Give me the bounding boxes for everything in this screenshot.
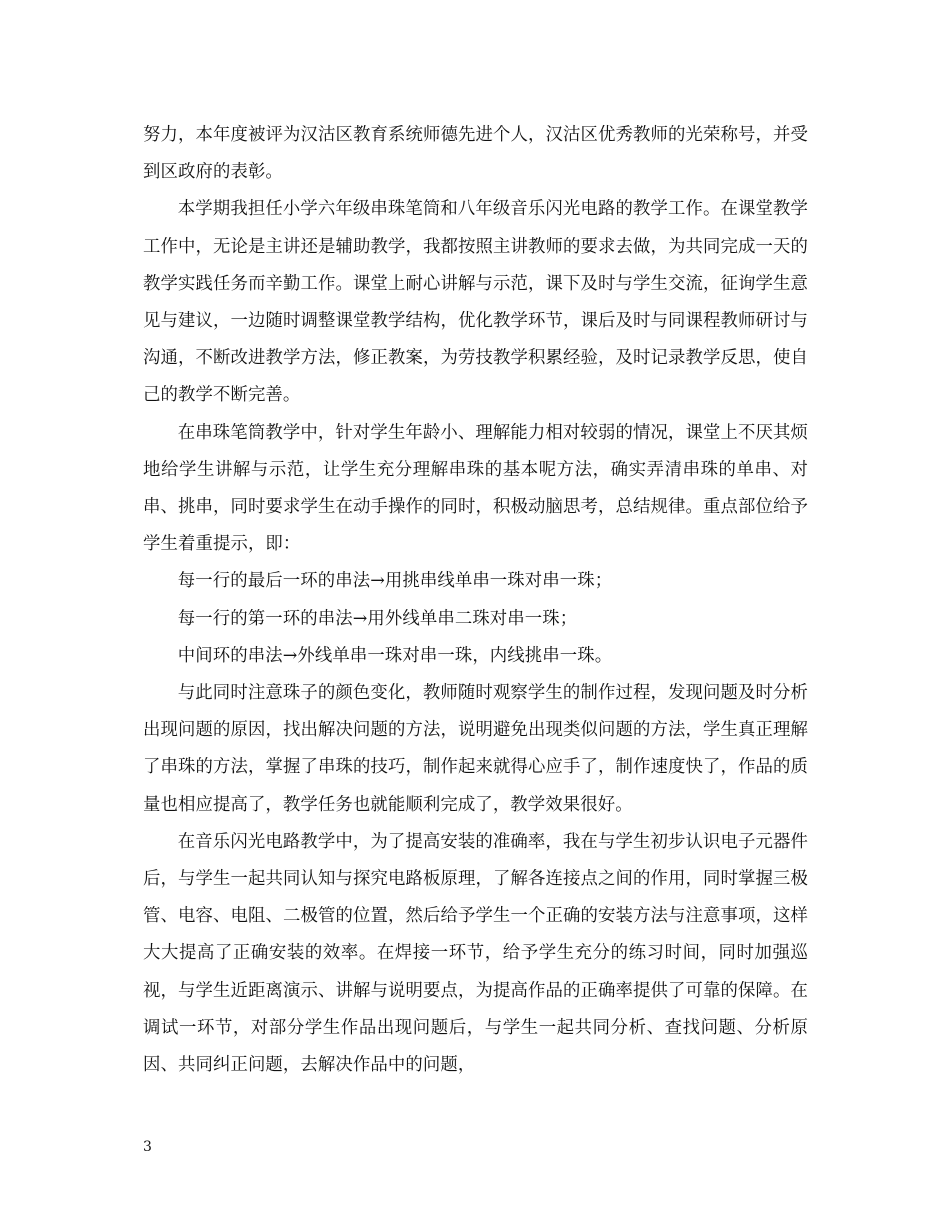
- paragraph-3: 在串珠笔筒教学中，针对学生年龄小、理解能力相对较弱的情况，课堂上不厌其烦地给学生讲解与示范，让学生充分理解串珠的基本呢方法，确实弄清串珠的单串、对串、挑串，同时要求学生在动手操作的同时，积极动脑思考，总结规律。重点部位给予学生着重提示，即：: [143, 422, 808, 555]
- document-body: [143, 117, 808, 1084]
- paragraph-1: 努力，本年度被评为汉沽区教育系统师德先进个人，汉沽区优秀教师的光荣称号，并受到区政府的表彰。: [143, 125, 808, 183]
- paragraph-7: 与此同时注意珠子的颜色变化，教师随时观察学生的制作过程，发现问题及时分析出现问题的原因，找出解决问题的方法，说明避免出现类似问题的方法，学生真正理解了串珠的方法，掌握了串珠的技巧，制作起来就得心应手了，制作速度快了，作品的质量也相应提高了，教学任务也就能顺利完成了，教学效果很好。: [143, 683, 808, 815]
- paragraph-6: 中间环的串法→外线单串一珠对串一珠，内线挑串一珠。: [177, 645, 613, 666]
- paragraph-4: 每一行的最后一环的串法→用挑串线单串一珠对串一珠；: [177, 571, 613, 592]
- page-number: 3: [143, 1139, 152, 1155]
- paragraph-2: 本学期我担任小学六年级串珠笔筒和八年级音乐闪光电路的教学工作。在课堂教学工作中，无论是主讲还是辅助教学，我都按照主讲教师的要求去做，为共同完成一天的教学实践任务而辛勤工作。课堂上耐心讲解与示范，课下及时与学生交流，征询学生意见与建议，一边随时调整课堂教学结构，优化教学环节，课后及时与同课程教师研讨与沟通，不断改进教学方法，修正教案，为劳技教学积累经验，及时记录教学反思，使自己的教学不断完善。: [143, 199, 808, 406]
- paragraph-5: 每一行的第一环的串法→用外线单串二珠对串一珠；: [177, 608, 578, 629]
- paragraph-8: 在音乐闪光电路教学中，为了提高安装的准确率，我在与学生初步认识电子元器件后，与学生一起共同认知与探究电路板原理，了解各连接点之间的作用，同时掌握三极管、电容、电阻、二极管的位置，然后给予学生一个正确的安装方法与注意事项，这样大大提高了正确安装的效率。在焊接一环节，给予学生充分的练习时间，同时加强巡视，与学生近距离演示、讲解与说明要点，为提高作品的正确率提供了可靠的保障。在调试一环节，对部分学生作品出现问题后，与学生一起共同分析、查找问题、分析原因、共同纠正问题，去解决作品中的问题，: [143, 831, 808, 1076]
